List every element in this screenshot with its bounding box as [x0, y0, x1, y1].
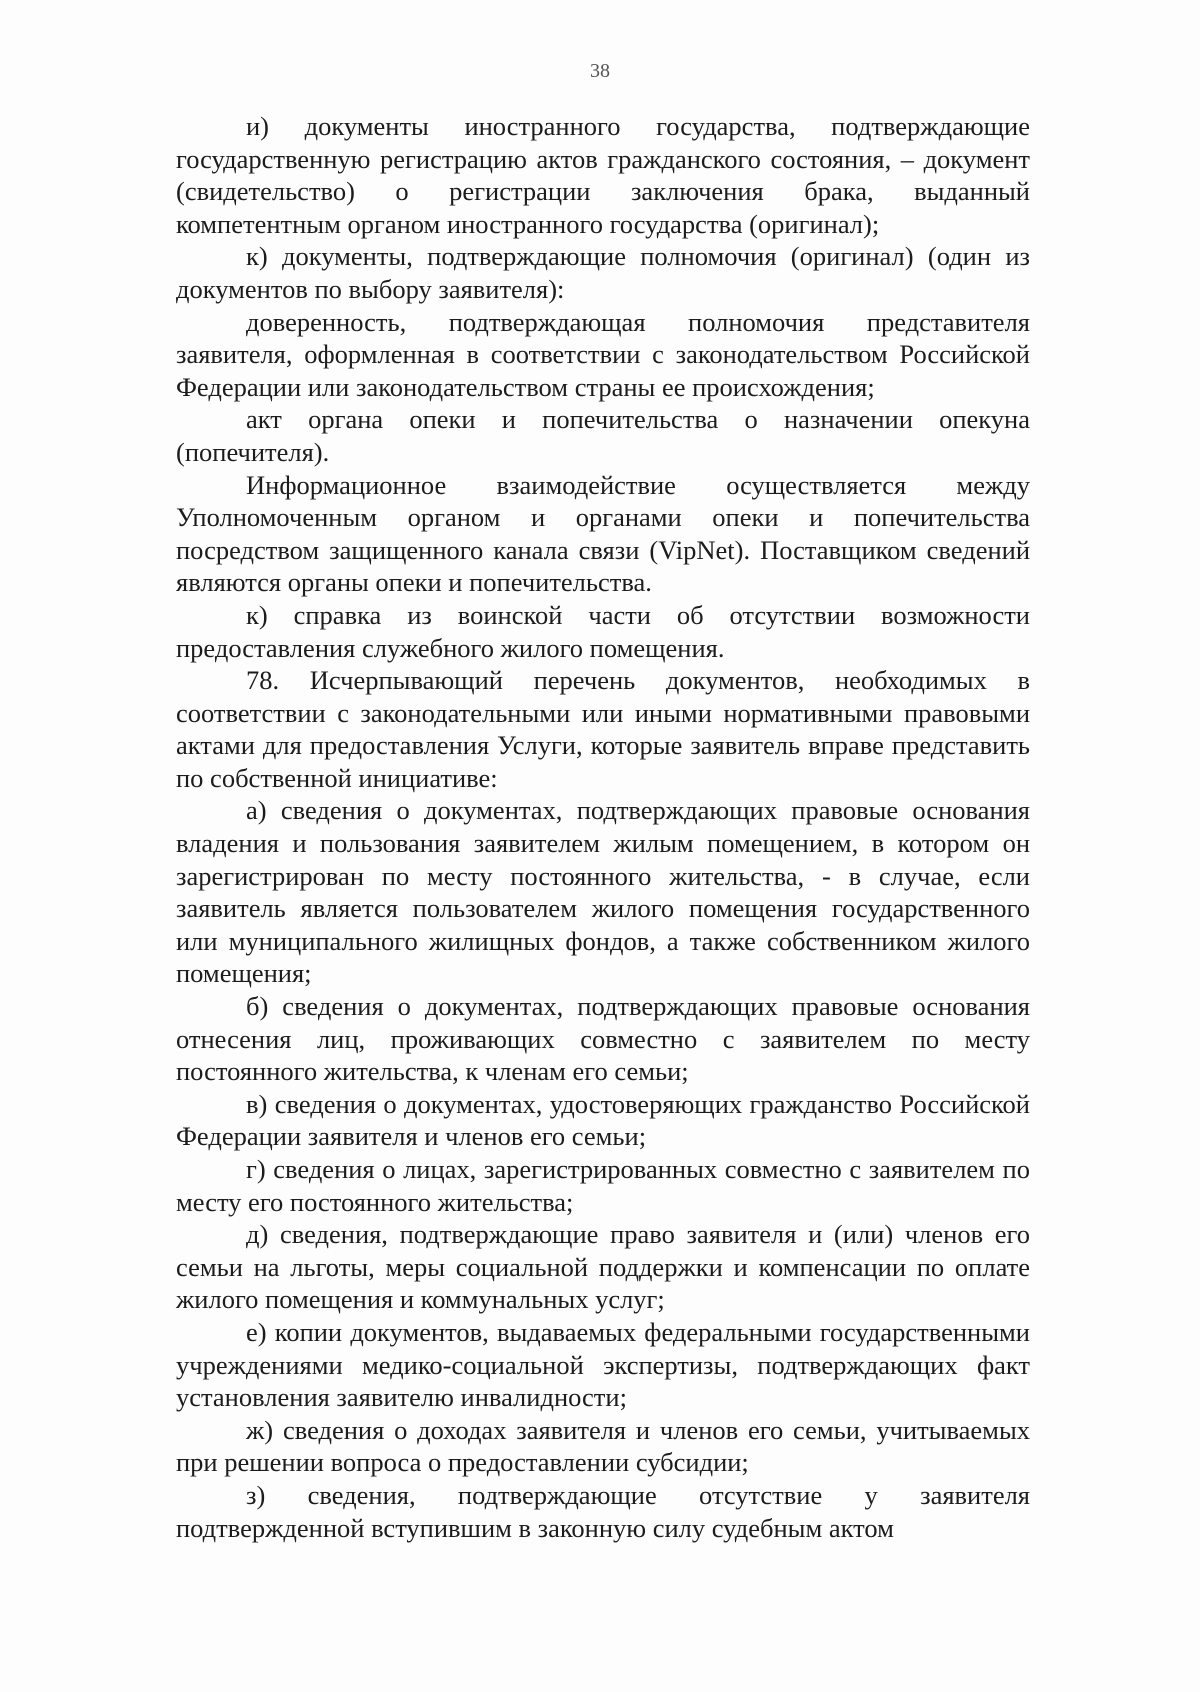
paragraph-power-of-attorney: доверенность, подтверждающая полномочия представителя заявителя, оформленная в соответствии с законодательством Российской Федерации или законодательством страны ее происхождения;	[176, 306, 1030, 402]
paragraph-z-court-act: з) сведения, подтверждающие отсутствие у заявителя подтвержденной вступившим в законную силу судебным актом	[176, 1479, 1030, 1543]
paragraph-guardianship-act: акт органа опеки и попечительства о назначении опекуна (попечителя).	[176, 404, 1030, 467]
paragraph-g-registered-persons: г) сведения о лицах, зарегистрированных совместно с заявителем по месту его постоянного жительства;	[176, 1154, 1030, 1217]
paragraph-k-authority-documents: к) документы, подтверждающие полномочия (оригинал) (один из документов по выбору заявителя):	[176, 241, 1030, 304]
paragraph-78-document-list: 78. Исчерпывающий перечень документов, необходимых в соответствии с законодательными или иными нормативными правовыми актами для предоставления Услуги, которые заявитель вправе представить по собственной инициативе:	[176, 665, 1030, 793]
paragraph-k-military-certificate: к) справка из воинской части об отсутствии возможности предоставления служебного жилого помещения.	[176, 599, 1030, 663]
paragraph-a-housing-rights: а) сведения о документах, подтверждающих правовые основания владения и пользования заявителем жилым помещением, в котором он зарегистрирован по месту постоянного жительства, - в случае, если заявитель является пользователем жилого помещения государственного или муниципального жилищных фондов, а также собственником жилого помещения;	[176, 795, 1030, 989]
page-number: 38	[590, 60, 610, 82]
paragraph-v-citizenship: в) сведения о документах, удостоверяющих гражданство Российской Федерации заявителя и членов его семьи;	[176, 1088, 1030, 1152]
document-body	[176, 110, 1030, 1544]
paragraph-information-exchange: Информационное взаимодействие осуществляется между Уполномоченным органом и органами опеки и попечительства посредством защищенного канала связи (VipNet). Поставщиком сведений являются органы опеки и попечительства.	[176, 469, 1030, 598]
paragraph-i-foreign-documents: и) документы иностранного государства, подтверждающие государственную регистрацию актов гражданского состояния, – документ (свидетельство) о регистрации заключения брака, выданный компетентным органом иностранного государства (оригинал);	[176, 111, 1030, 239]
paragraph-d-benefits: д) сведения, подтверждающие право заявителя и (или) членов его семьи на льготы, меры социальной поддержки и компенсации по оплате жилого помещения и коммунальных услуг;	[176, 1219, 1030, 1315]
paragraph-b-family-members: б) сведения о документах, подтверждающих правовые основания отнесения лиц, проживающих совместно с заявителем по месту постоянного жительства, к членам его семьи;	[176, 991, 1030, 1087]
paragraph-e-disability-documents: е) копии документов, выдаваемых федеральными государственными учреждениями медико-социальной экспертизы, подтверждающих факт установления заявителю инвалидности;	[176, 1316, 1030, 1413]
paragraph-zh-income: ж) сведения о доходах заявителя и членов его семьи, учитываемых при решении вопроса о предоставлении субсидии;	[176, 1414, 1030, 1478]
